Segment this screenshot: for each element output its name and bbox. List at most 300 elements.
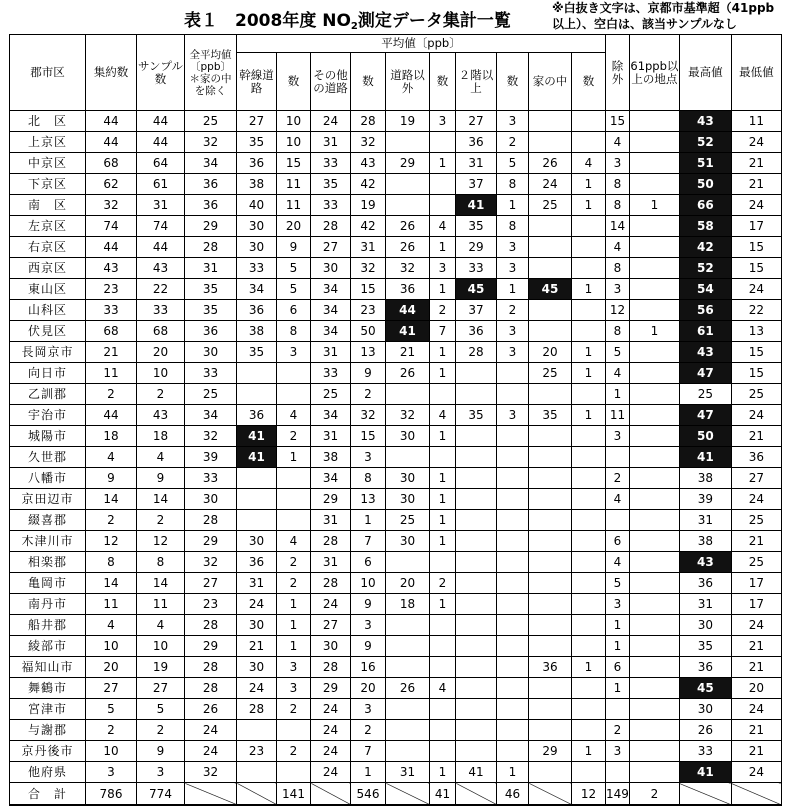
cell-non-road-count: 1 xyxy=(430,510,456,531)
legend-note: ※白抜き文字は、京都市基準超（41ppb 以上）、空白は、該当サンプルなし xyxy=(552,1,775,31)
cell-second-count: 1 xyxy=(497,279,529,300)
cell-over61 xyxy=(629,300,679,321)
cell-district: 南丹市 xyxy=(10,594,86,615)
cell-over61 xyxy=(629,552,679,573)
cell-max: 58 xyxy=(679,216,731,237)
cell-max: 38 xyxy=(679,468,731,489)
cell-trunk-count xyxy=(277,489,311,510)
cell-trunk: 23 xyxy=(237,741,277,762)
cell-collected: 12 xyxy=(86,531,137,552)
cell-samples: 18 xyxy=(137,426,185,447)
cell-district: 伏見区 xyxy=(10,321,86,342)
cell-excluded: 8 xyxy=(606,195,630,216)
cell-indoor-count xyxy=(572,111,606,132)
cell-non-road: 19 xyxy=(386,111,430,132)
cell-non-road-count xyxy=(430,657,456,678)
cell-indoor xyxy=(529,321,572,342)
cell-trunk: 28 xyxy=(237,699,277,720)
cell-overall-avg: 31 xyxy=(185,258,237,279)
cell-trunk-count: 10 xyxy=(277,132,311,153)
cell-other-road: 33 xyxy=(311,153,351,174)
cell-excluded: 6 xyxy=(606,657,630,678)
cell-indoor: 20 xyxy=(529,342,572,363)
cell-other-count: 32 xyxy=(351,258,386,279)
table-row xyxy=(10,489,782,510)
cell-excluded: 3 xyxy=(606,153,630,174)
cell-indoor-count xyxy=(572,216,606,237)
total-diagonal xyxy=(386,783,430,806)
cell-second-floor xyxy=(456,531,497,552)
cell-non-road-count: 2 xyxy=(430,573,456,594)
cell-samples: 4 xyxy=(137,615,185,636)
cell-collected: 20 xyxy=(86,657,137,678)
cell-other-count: 3 xyxy=(351,447,386,468)
cell-overall-avg: 25 xyxy=(185,384,237,405)
cell-trunk: 34 xyxy=(237,279,277,300)
cell-samples: 11 xyxy=(137,594,185,615)
table-row xyxy=(10,342,782,363)
cell-collected: 10 xyxy=(86,636,137,657)
cell-district: 八幡市 xyxy=(10,468,86,489)
cell-district: 宇治市 xyxy=(10,405,86,426)
cell-district: 船井郡 xyxy=(10,615,86,636)
cell-other-road: 31 xyxy=(311,552,351,573)
cell-samples: 44 xyxy=(137,111,185,132)
total-diagonal xyxy=(311,783,351,806)
header-collected: 集約数 xyxy=(86,35,137,111)
cell-min: 25 xyxy=(731,510,781,531)
cell-non-road xyxy=(386,552,430,573)
cell-over61 xyxy=(629,510,679,531)
cell-samples: 44 xyxy=(137,237,185,258)
total-samples: 774 xyxy=(137,783,185,806)
cell-max: 31 xyxy=(679,510,731,531)
cell-excluded: 3 xyxy=(606,594,630,615)
cell-indoor xyxy=(529,216,572,237)
cell-over61 xyxy=(629,237,679,258)
cell-district: 福知山市 xyxy=(10,657,86,678)
cell-other-road: 28 xyxy=(311,216,351,237)
cell-non-road-count: 1 xyxy=(430,489,456,510)
header-trunk-count: 数 xyxy=(277,53,311,111)
table-row xyxy=(10,384,782,405)
cell-trunk-count: 4 xyxy=(277,531,311,552)
cell-non-road-count xyxy=(430,447,456,468)
cell-indoor: 45 xyxy=(529,279,572,300)
header-non-road: 道路以外 xyxy=(386,53,430,111)
cell-overall-avg: 32 xyxy=(185,426,237,447)
cell-trunk-count: 5 xyxy=(277,258,311,279)
cell-second-floor: 41 xyxy=(456,762,497,783)
table-row xyxy=(10,363,782,384)
cell-over61 xyxy=(629,216,679,237)
cell-non-road-count: 1 xyxy=(430,531,456,552)
cell-other-count: 16 xyxy=(351,657,386,678)
cell-non-road-count: 1 xyxy=(430,363,456,384)
cell-non-road-count xyxy=(430,741,456,762)
cell-indoor-count: 1 xyxy=(572,342,606,363)
total-diagonal xyxy=(679,783,731,806)
cell-min: 27 xyxy=(731,468,781,489)
table-row xyxy=(10,174,782,195)
cell-collected: 74 xyxy=(86,216,137,237)
cell-indoor-count xyxy=(572,237,606,258)
cell-over61 xyxy=(629,657,679,678)
cell-excluded: 6 xyxy=(606,531,630,552)
cell-second-floor xyxy=(456,573,497,594)
data-table xyxy=(9,34,782,806)
cell-overall-avg: 33 xyxy=(185,363,237,384)
cell-collected: 4 xyxy=(86,615,137,636)
cell-other-count: 42 xyxy=(351,174,386,195)
cell-indoor xyxy=(529,636,572,657)
table-row xyxy=(10,699,782,720)
total-diagonal xyxy=(185,783,237,806)
cell-non-road xyxy=(386,384,430,405)
cell-indoor: 35 xyxy=(529,405,572,426)
cell-other-road: 34 xyxy=(311,405,351,426)
cell-second-floor: 33 xyxy=(456,258,497,279)
cell-other-road: 24 xyxy=(311,762,351,783)
cell-indoor-count: 1 xyxy=(572,195,606,216)
cell-trunk-count: 9 xyxy=(277,237,311,258)
cell-overall-avg: 39 xyxy=(185,447,237,468)
cell-other-road: 35 xyxy=(311,174,351,195)
cell-second-count: 3 xyxy=(497,111,529,132)
table-row xyxy=(10,552,782,573)
cell-trunk-count: 1 xyxy=(277,636,311,657)
title-main: 表１ 2008年度 NO xyxy=(184,11,351,31)
title-subscript: 2 xyxy=(350,21,358,32)
cell-overall-avg: 29 xyxy=(185,531,237,552)
cell-second-floor xyxy=(456,657,497,678)
cell-non-road: 20 xyxy=(386,573,430,594)
cell-district: 木津川市 xyxy=(10,531,86,552)
cell-indoor: 25 xyxy=(529,195,572,216)
cell-trunk: 21 xyxy=(237,636,277,657)
cell-indoor-count: 1 xyxy=(572,279,606,300)
table-row xyxy=(10,111,782,132)
cell-non-road: 30 xyxy=(386,531,430,552)
cell-overall-avg: 28 xyxy=(185,678,237,699)
cell-samples: 10 xyxy=(137,636,185,657)
table-row xyxy=(10,153,782,174)
cell-second-count xyxy=(497,552,529,573)
cell-samples: 44 xyxy=(137,132,185,153)
cell-other-count: 20 xyxy=(351,678,386,699)
cell-other-count: 7 xyxy=(351,531,386,552)
cell-non-road: 26 xyxy=(386,678,430,699)
cell-district: 宮津市 xyxy=(10,699,86,720)
cell-other-road: 31 xyxy=(311,132,351,153)
table-row xyxy=(10,594,782,615)
cell-trunk-count: 2 xyxy=(277,426,311,447)
cell-other-count: 8 xyxy=(351,468,386,489)
cell-over61 xyxy=(629,174,679,195)
cell-overall-avg: 28 xyxy=(185,510,237,531)
cell-other-count: 43 xyxy=(351,153,386,174)
cell-second-count xyxy=(497,489,529,510)
cell-over61 xyxy=(629,489,679,510)
cell-indoor xyxy=(529,762,572,783)
cell-second-count: 3 xyxy=(497,321,529,342)
cell-max: 31 xyxy=(679,594,731,615)
cell-collected: 18 xyxy=(86,426,137,447)
cell-excluded: 5 xyxy=(606,342,630,363)
cell-trunk: 36 xyxy=(237,300,277,321)
cell-other-road: 31 xyxy=(311,342,351,363)
cell-trunk-count: 1 xyxy=(277,594,311,615)
cell-min: 11 xyxy=(731,111,781,132)
cell-overall-avg: 29 xyxy=(185,636,237,657)
cell-samples: 14 xyxy=(137,489,185,510)
cell-second-count xyxy=(497,384,529,405)
table-row xyxy=(10,258,782,279)
cell-non-road: 30 xyxy=(386,426,430,447)
cell-min: 21 xyxy=(731,153,781,174)
cell-excluded xyxy=(606,762,630,783)
cell-other-count: 13 xyxy=(351,489,386,510)
cell-excluded: 11 xyxy=(606,405,630,426)
cell-collected: 2 xyxy=(86,510,137,531)
cell-indoor xyxy=(529,552,572,573)
cell-min: 21 xyxy=(731,426,781,447)
cell-other-count: 50 xyxy=(351,321,386,342)
cell-non-road xyxy=(386,174,430,195)
cell-excluded: 1 xyxy=(606,636,630,657)
cell-overall-avg: 36 xyxy=(185,174,237,195)
cell-non-road-count: 4 xyxy=(430,405,456,426)
cell-overall-avg: 30 xyxy=(185,342,237,363)
cell-indoor xyxy=(529,447,572,468)
cell-second-count xyxy=(497,657,529,678)
cell-excluded: 4 xyxy=(606,363,630,384)
cell-min: 24 xyxy=(731,195,781,216)
cell-excluded xyxy=(606,510,630,531)
cell-second-floor xyxy=(456,468,497,489)
cell-trunk: 35 xyxy=(237,132,277,153)
cell-non-road-count: 1 xyxy=(430,279,456,300)
cell-indoor-count xyxy=(572,552,606,573)
cell-non-road xyxy=(386,657,430,678)
cell-other-road: 24 xyxy=(311,594,351,615)
cell-second-count xyxy=(497,636,529,657)
cell-collected: 14 xyxy=(86,573,137,594)
cell-min: 15 xyxy=(731,258,781,279)
cell-trunk-count: 2 xyxy=(277,552,311,573)
cell-samples: 2 xyxy=(137,384,185,405)
cell-min: 25 xyxy=(731,552,781,573)
cell-overall-avg: 24 xyxy=(185,741,237,762)
cell-overall-avg: 24 xyxy=(185,720,237,741)
cell-samples: 43 xyxy=(137,405,185,426)
cell-max: 47 xyxy=(679,363,731,384)
cell-over61: 1 xyxy=(629,321,679,342)
cell-non-road: 21 xyxy=(386,342,430,363)
cell-district: 相楽郡 xyxy=(10,552,86,573)
cell-samples: 10 xyxy=(137,363,185,384)
cell-samples: 9 xyxy=(137,741,185,762)
table-row xyxy=(10,237,782,258)
cell-collected: 10 xyxy=(86,741,137,762)
cell-min: 24 xyxy=(731,489,781,510)
cell-second-floor xyxy=(456,552,497,573)
cell-district: 京田辺市 xyxy=(10,489,86,510)
cell-district: 下京区 xyxy=(10,174,86,195)
cell-over61 xyxy=(629,279,679,300)
cell-district: 他府県 xyxy=(10,762,86,783)
cell-max: 39 xyxy=(679,489,731,510)
cell-collected: 3 xyxy=(86,762,137,783)
cell-overall-avg: 27 xyxy=(185,573,237,594)
cell-second-count: 3 xyxy=(497,258,529,279)
cell-max: 30 xyxy=(679,699,731,720)
cell-excluded xyxy=(606,447,630,468)
cell-second-count: 2 xyxy=(497,300,529,321)
cell-trunk xyxy=(237,489,277,510)
cell-second-floor xyxy=(456,594,497,615)
cell-overall-avg: 28 xyxy=(185,657,237,678)
cell-collected: 8 xyxy=(86,552,137,573)
table-title xyxy=(184,6,511,31)
table-row xyxy=(10,321,782,342)
header-over61: 61ppb以上の地点 xyxy=(629,35,679,111)
cell-samples: 19 xyxy=(137,657,185,678)
cell-collected: 27 xyxy=(86,678,137,699)
cell-second-count xyxy=(497,720,529,741)
cell-non-road-count: 1 xyxy=(430,594,456,615)
cell-indoor: 36 xyxy=(529,657,572,678)
cell-trunk-count: 3 xyxy=(277,342,311,363)
cell-overall-avg: 34 xyxy=(185,405,237,426)
cell-samples: 9 xyxy=(137,468,185,489)
cell-over61 xyxy=(629,426,679,447)
total-second-count: 46 xyxy=(497,783,529,806)
table-row xyxy=(10,573,782,594)
cell-second-count xyxy=(497,531,529,552)
cell-other-count: 9 xyxy=(351,636,386,657)
cell-max: 51 xyxy=(679,153,731,174)
cell-other-road: 34 xyxy=(311,468,351,489)
cell-second-count: 3 xyxy=(497,405,529,426)
cell-other-road: 34 xyxy=(311,300,351,321)
cell-other-road: 24 xyxy=(311,699,351,720)
cell-district: 向日市 xyxy=(10,363,86,384)
header-second-floor: ２階以上 xyxy=(456,53,497,111)
cell-excluded: 3 xyxy=(606,426,630,447)
cell-second-count xyxy=(497,741,529,762)
cell-second-floor: 41 xyxy=(456,195,497,216)
cell-excluded: 3 xyxy=(606,741,630,762)
cell-trunk-count xyxy=(277,384,311,405)
cell-trunk-count: 11 xyxy=(277,174,311,195)
cell-max: 36 xyxy=(679,657,731,678)
cell-samples: 68 xyxy=(137,321,185,342)
cell-excluded: 12 xyxy=(606,300,630,321)
cell-second-count: 5 xyxy=(497,153,529,174)
cell-district: 綾部市 xyxy=(10,636,86,657)
cell-trunk-count: 1 xyxy=(277,447,311,468)
cell-non-road: 31 xyxy=(386,762,430,783)
cell-min: 15 xyxy=(731,237,781,258)
cell-indoor-count: 4 xyxy=(572,153,606,174)
cell-collected: 5 xyxy=(86,699,137,720)
cell-collected: 11 xyxy=(86,363,137,384)
cell-second-count: 1 xyxy=(497,195,529,216)
cell-non-road-count: 1 xyxy=(430,468,456,489)
cell-indoor-count xyxy=(572,615,606,636)
cell-other-count: 13 xyxy=(351,342,386,363)
cell-trunk-count xyxy=(277,468,311,489)
cell-overall-avg: 28 xyxy=(185,615,237,636)
cell-collected: 33 xyxy=(86,300,137,321)
cell-non-road-count xyxy=(430,615,456,636)
cell-max: 41 xyxy=(679,762,731,783)
table-row xyxy=(10,657,782,678)
cell-trunk-count: 2 xyxy=(277,741,311,762)
cell-overall-avg: 36 xyxy=(185,195,237,216)
header-second-count: 数 xyxy=(497,53,529,111)
cell-min: 13 xyxy=(731,321,781,342)
cell-trunk: 35 xyxy=(237,342,277,363)
cell-over61 xyxy=(629,762,679,783)
cell-second-count xyxy=(497,510,529,531)
cell-over61 xyxy=(629,132,679,153)
cell-trunk-count: 20 xyxy=(277,216,311,237)
cell-overall-avg: 32 xyxy=(185,132,237,153)
cell-max: 43 xyxy=(679,342,731,363)
cell-second-floor: 35 xyxy=(456,405,497,426)
cell-min: 21 xyxy=(731,657,781,678)
cell-min: 24 xyxy=(731,405,781,426)
cell-district: 西京区 xyxy=(10,258,86,279)
cell-other-road: 28 xyxy=(311,657,351,678)
cell-indoor xyxy=(529,594,572,615)
cell-second-count: 8 xyxy=(497,216,529,237)
table-row xyxy=(10,300,782,321)
cell-samples: 3 xyxy=(137,762,185,783)
cell-second-floor xyxy=(456,636,497,657)
cell-excluded: 2 xyxy=(606,720,630,741)
cell-collected: 4 xyxy=(86,447,137,468)
cell-trunk xyxy=(237,468,277,489)
cell-other-road: 28 xyxy=(311,573,351,594)
cell-excluded: 5 xyxy=(606,573,630,594)
cell-second-count xyxy=(497,426,529,447)
cell-other-road: 30 xyxy=(311,636,351,657)
cell-non-road xyxy=(386,699,430,720)
cell-max: 50 xyxy=(679,174,731,195)
cell-max: 38 xyxy=(679,531,731,552)
cell-other-count: 42 xyxy=(351,216,386,237)
cell-max: 30 xyxy=(679,615,731,636)
cell-district: 中京区 xyxy=(10,153,86,174)
header-district: 郡市区 xyxy=(10,35,86,111)
cell-trunk: 41 xyxy=(237,447,277,468)
cell-second-count: 8 xyxy=(497,174,529,195)
cell-overall-avg: 34 xyxy=(185,153,237,174)
cell-non-road-count xyxy=(430,552,456,573)
total-diagonal xyxy=(237,783,277,806)
cell-non-road-count xyxy=(430,195,456,216)
table-row xyxy=(10,636,782,657)
cell-district: 左京区 xyxy=(10,216,86,237)
cell-max: 66 xyxy=(679,195,731,216)
cell-district: 京丹後市 xyxy=(10,741,86,762)
cell-second-floor xyxy=(456,489,497,510)
cell-second-count: 3 xyxy=(497,342,529,363)
cell-trunk-count: 2 xyxy=(277,573,311,594)
